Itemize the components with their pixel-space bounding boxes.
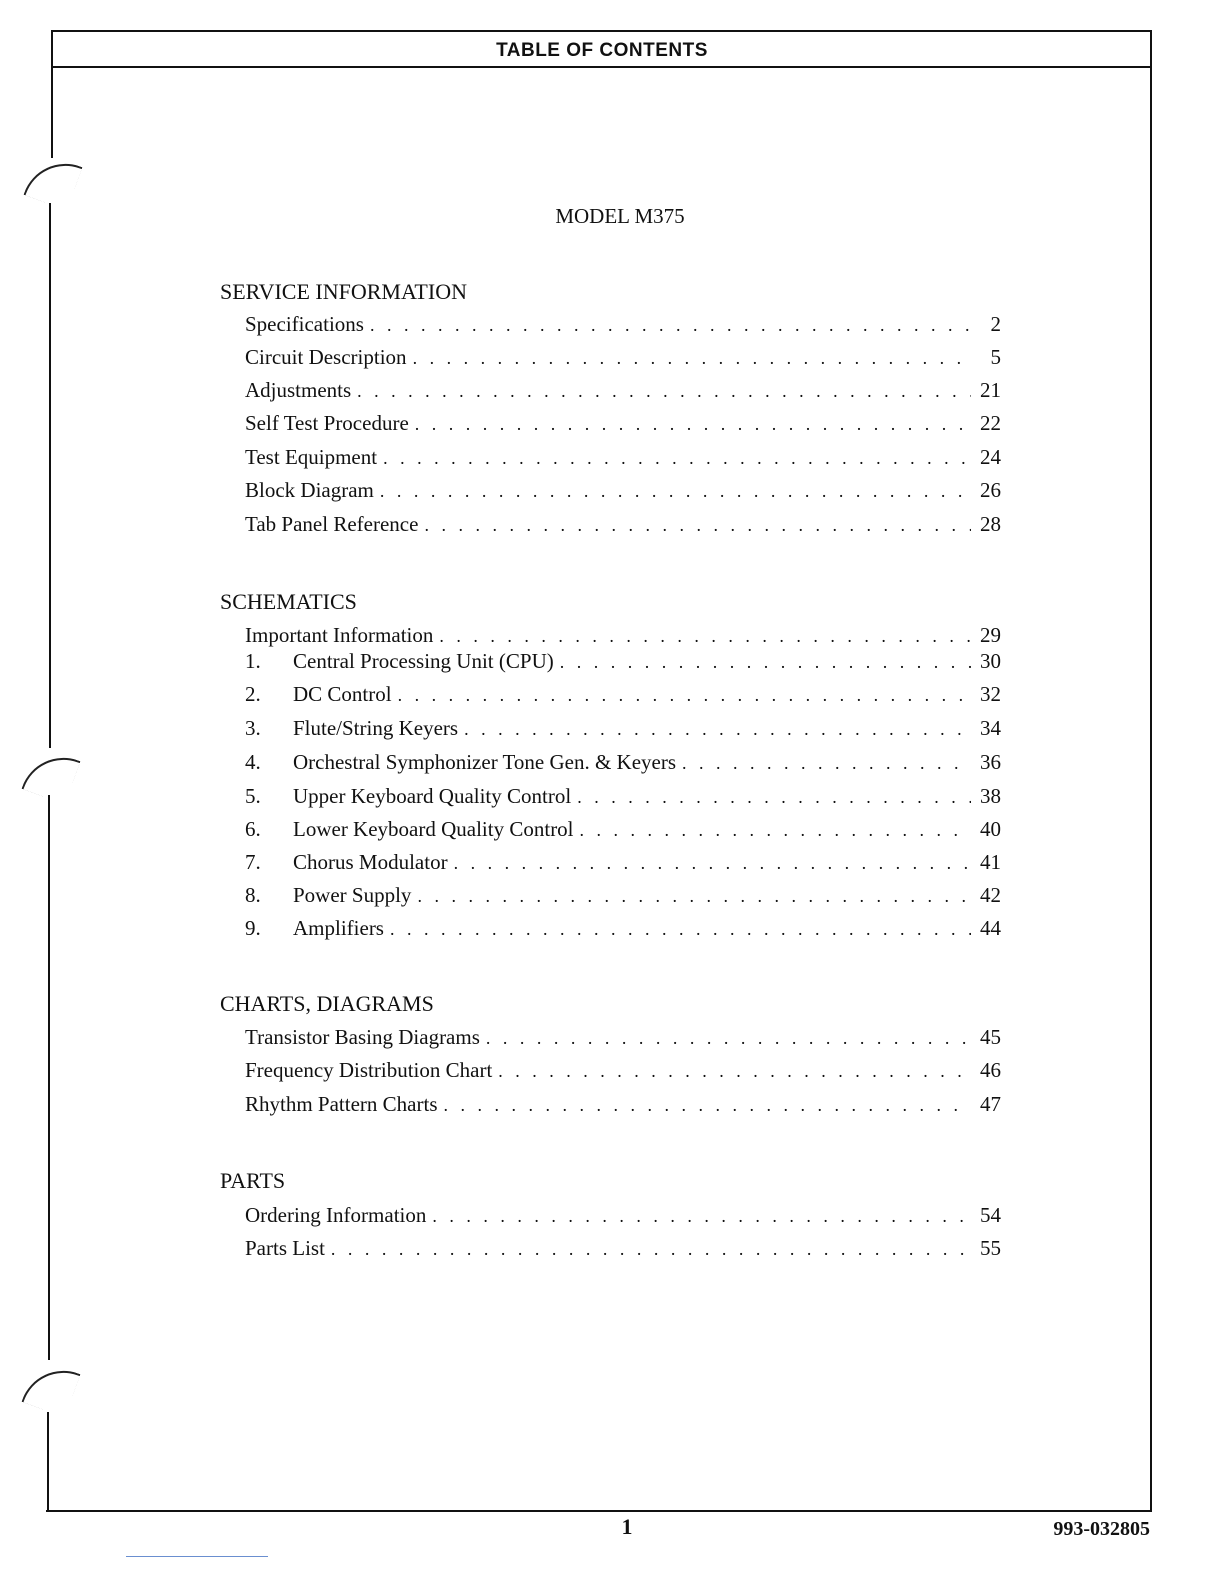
toc-entry-label: Ordering Information [245, 1203, 427, 1227]
dot-leader [413, 348, 971, 369]
section-heading-service-information: SERVICE INFORMATION [220, 279, 467, 304]
binder-hole-mark [22, 1359, 81, 1418]
toc-entry-label: Transistor Basing Diagrams [245, 1025, 480, 1049]
dot-leader [498, 1061, 971, 1082]
binder-hole-mark [24, 152, 83, 211]
toc-entry[interactable] [245, 445, 1001, 473]
dot-leader [580, 820, 971, 841]
toc-entry-page: 21 [980, 378, 1001, 402]
toc-entry-label: Circuit Description [245, 345, 407, 369]
toc-entry-label: Flute/String Keyers [293, 716, 459, 740]
toc-entry-page: 44 [980, 916, 1001, 940]
toc-entry-page: 55 [980, 1236, 1001, 1260]
toc-entry-label: DC Control [293, 682, 392, 706]
model-title: MODEL M375 [555, 204, 685, 228]
toc-entry[interactable] [245, 1092, 1001, 1120]
toc-entry-number: 9. [245, 916, 261, 940]
toc-entry[interactable] [245, 817, 1001, 845]
toc-entry[interactable] [245, 345, 1001, 373]
toc-entry-label: Lower Keyboard Quality Control [293, 817, 574, 841]
toc-entry[interactable] [245, 850, 1001, 878]
dot-leader [560, 652, 971, 673]
toc-entry-page: 34 [980, 716, 1001, 740]
toc-entry-page: 45 [980, 1025, 1001, 1049]
frame-right-border [1150, 30, 1152, 1512]
dot-leader [444, 1095, 972, 1116]
toc-entry[interactable] [245, 883, 1001, 911]
frame-left-border [47, 1412, 49, 1512]
toc-entry-page: 22 [980, 411, 1001, 435]
dot-leader [370, 315, 971, 336]
dot-leader [380, 481, 971, 502]
toc-entry[interactable] [245, 512, 1001, 540]
document-number: 993-032805 [1053, 1518, 1150, 1540]
toc-entry-label: Block Diagram [245, 478, 374, 502]
frame-top-border [52, 30, 1152, 32]
page-number: 1 [621, 1514, 633, 1539]
toc-entry-page: 30 [980, 649, 1001, 673]
toc-entry-label: Power Supply [293, 883, 412, 907]
dot-leader [432, 1206, 971, 1227]
toc-entry[interactable] [245, 478, 1001, 506]
toc-entry-label: Parts List [245, 1236, 325, 1260]
dot-leader [331, 1239, 971, 1260]
toc-entry-label: Important Information [245, 623, 434, 647]
toc-entry-number: 3. [245, 716, 261, 740]
toc-entry[interactable] [245, 411, 1001, 439]
toc-entry-page: 47 [980, 1092, 1001, 1116]
scan-artifact-line [126, 1556, 268, 1557]
toc-entry-label: Rhythm Pattern Charts [245, 1092, 438, 1116]
toc-entry[interactable] [245, 312, 1001, 340]
section-heading-schematics: SCHEMATICS [220, 589, 357, 614]
toc-entry[interactable] [245, 649, 1001, 677]
dot-leader [415, 414, 971, 435]
section-heading-charts-diagrams: CHARTS, DIAGRAMS [220, 991, 434, 1016]
toc-entry-page: 46 [980, 1058, 1001, 1082]
dot-leader [424, 515, 971, 536]
toc-entry-label: Specifications [245, 312, 364, 336]
toc-entry[interactable] [245, 716, 1001, 744]
toc-entry-page: 26 [980, 478, 1001, 502]
section-heading-parts: PARTS [220, 1168, 286, 1193]
toc-entry-number: 7. [245, 850, 261, 874]
dot-leader [357, 381, 971, 402]
toc-entry-number: 8. [245, 883, 261, 907]
toc-entry-page: 28 [980, 512, 1001, 536]
toc-entry-page: 41 [980, 850, 1001, 874]
toc-entry-page: 42 [980, 883, 1001, 907]
toc-entry-label: Amplifiers [293, 916, 384, 940]
dot-leader [417, 886, 971, 907]
toc-entry[interactable] [245, 1058, 1001, 1086]
toc-entry-number: 4. [245, 750, 261, 774]
toc-entry-page: 2 [990, 312, 1001, 336]
toc-entry-page: 5 [990, 345, 1001, 369]
toc-entry-page: 32 [980, 682, 1001, 706]
toc-entry[interactable] [245, 682, 1001, 710]
toc-entry-page: 36 [980, 750, 1001, 774]
dot-leader [577, 787, 971, 808]
toc-entry[interactable] [245, 916, 1001, 944]
toc-entry-label: Self Test Procedure [245, 411, 409, 435]
dot-leader [454, 853, 971, 874]
dot-leader [398, 685, 971, 706]
dot-leader [390, 919, 971, 940]
toc-entry-number: 1. [245, 649, 261, 673]
toc-entry-label: Orchestral Symphonizer Tone Gen. & Keyers [293, 750, 677, 774]
toc-entry[interactable] [245, 750, 1001, 778]
page-header-title: TABLE OF CONTENTS [496, 40, 708, 61]
toc-entry-page: 29 [980, 623, 1001, 647]
frame-bottom-border [46, 1510, 1152, 1512]
toc-entry-page: 38 [980, 784, 1001, 808]
dot-leader [383, 448, 971, 469]
dot-leader [439, 626, 971, 647]
toc-entry-number: 2. [245, 682, 261, 706]
toc-entry-label: Tab Panel Reference [245, 512, 419, 536]
toc-entry-label: Frequency Distribution Chart [245, 1058, 493, 1082]
toc-entry[interactable] [245, 1025, 1001, 1053]
toc-entry[interactable] [245, 378, 1001, 406]
toc-entry-label: Upper Keyboard Quality Control [293, 784, 572, 808]
toc-entry[interactable] [245, 1236, 1001, 1264]
toc-entry-page: 54 [980, 1203, 1001, 1227]
toc-entry[interactable] [245, 1203, 1001, 1231]
dot-leader [464, 719, 971, 740]
toc-entry-number: 5. [245, 784, 261, 808]
toc-entry-number: 6. [245, 817, 261, 841]
toc-entry-label: Central Processing Unit (CPU) [293, 649, 554, 673]
toc-entry-label: Chorus Modulator [293, 850, 448, 874]
dot-leader [486, 1028, 971, 1049]
frame-left-border [49, 203, 51, 748]
toc-entry-label: Test Equipment [245, 445, 378, 469]
frame-left-border [48, 795, 50, 1360]
binder-hole-mark [22, 746, 81, 805]
toc-entry-page: 40 [980, 817, 1001, 841]
dot-leader [682, 753, 971, 774]
toc-entry-page: 24 [980, 445, 1001, 469]
toc-entry-label: Adjustments [245, 378, 352, 402]
toc-entry[interactable] [245, 623, 1001, 651]
header-divider [52, 66, 1152, 68]
toc-entry[interactable] [245, 784, 1001, 812]
